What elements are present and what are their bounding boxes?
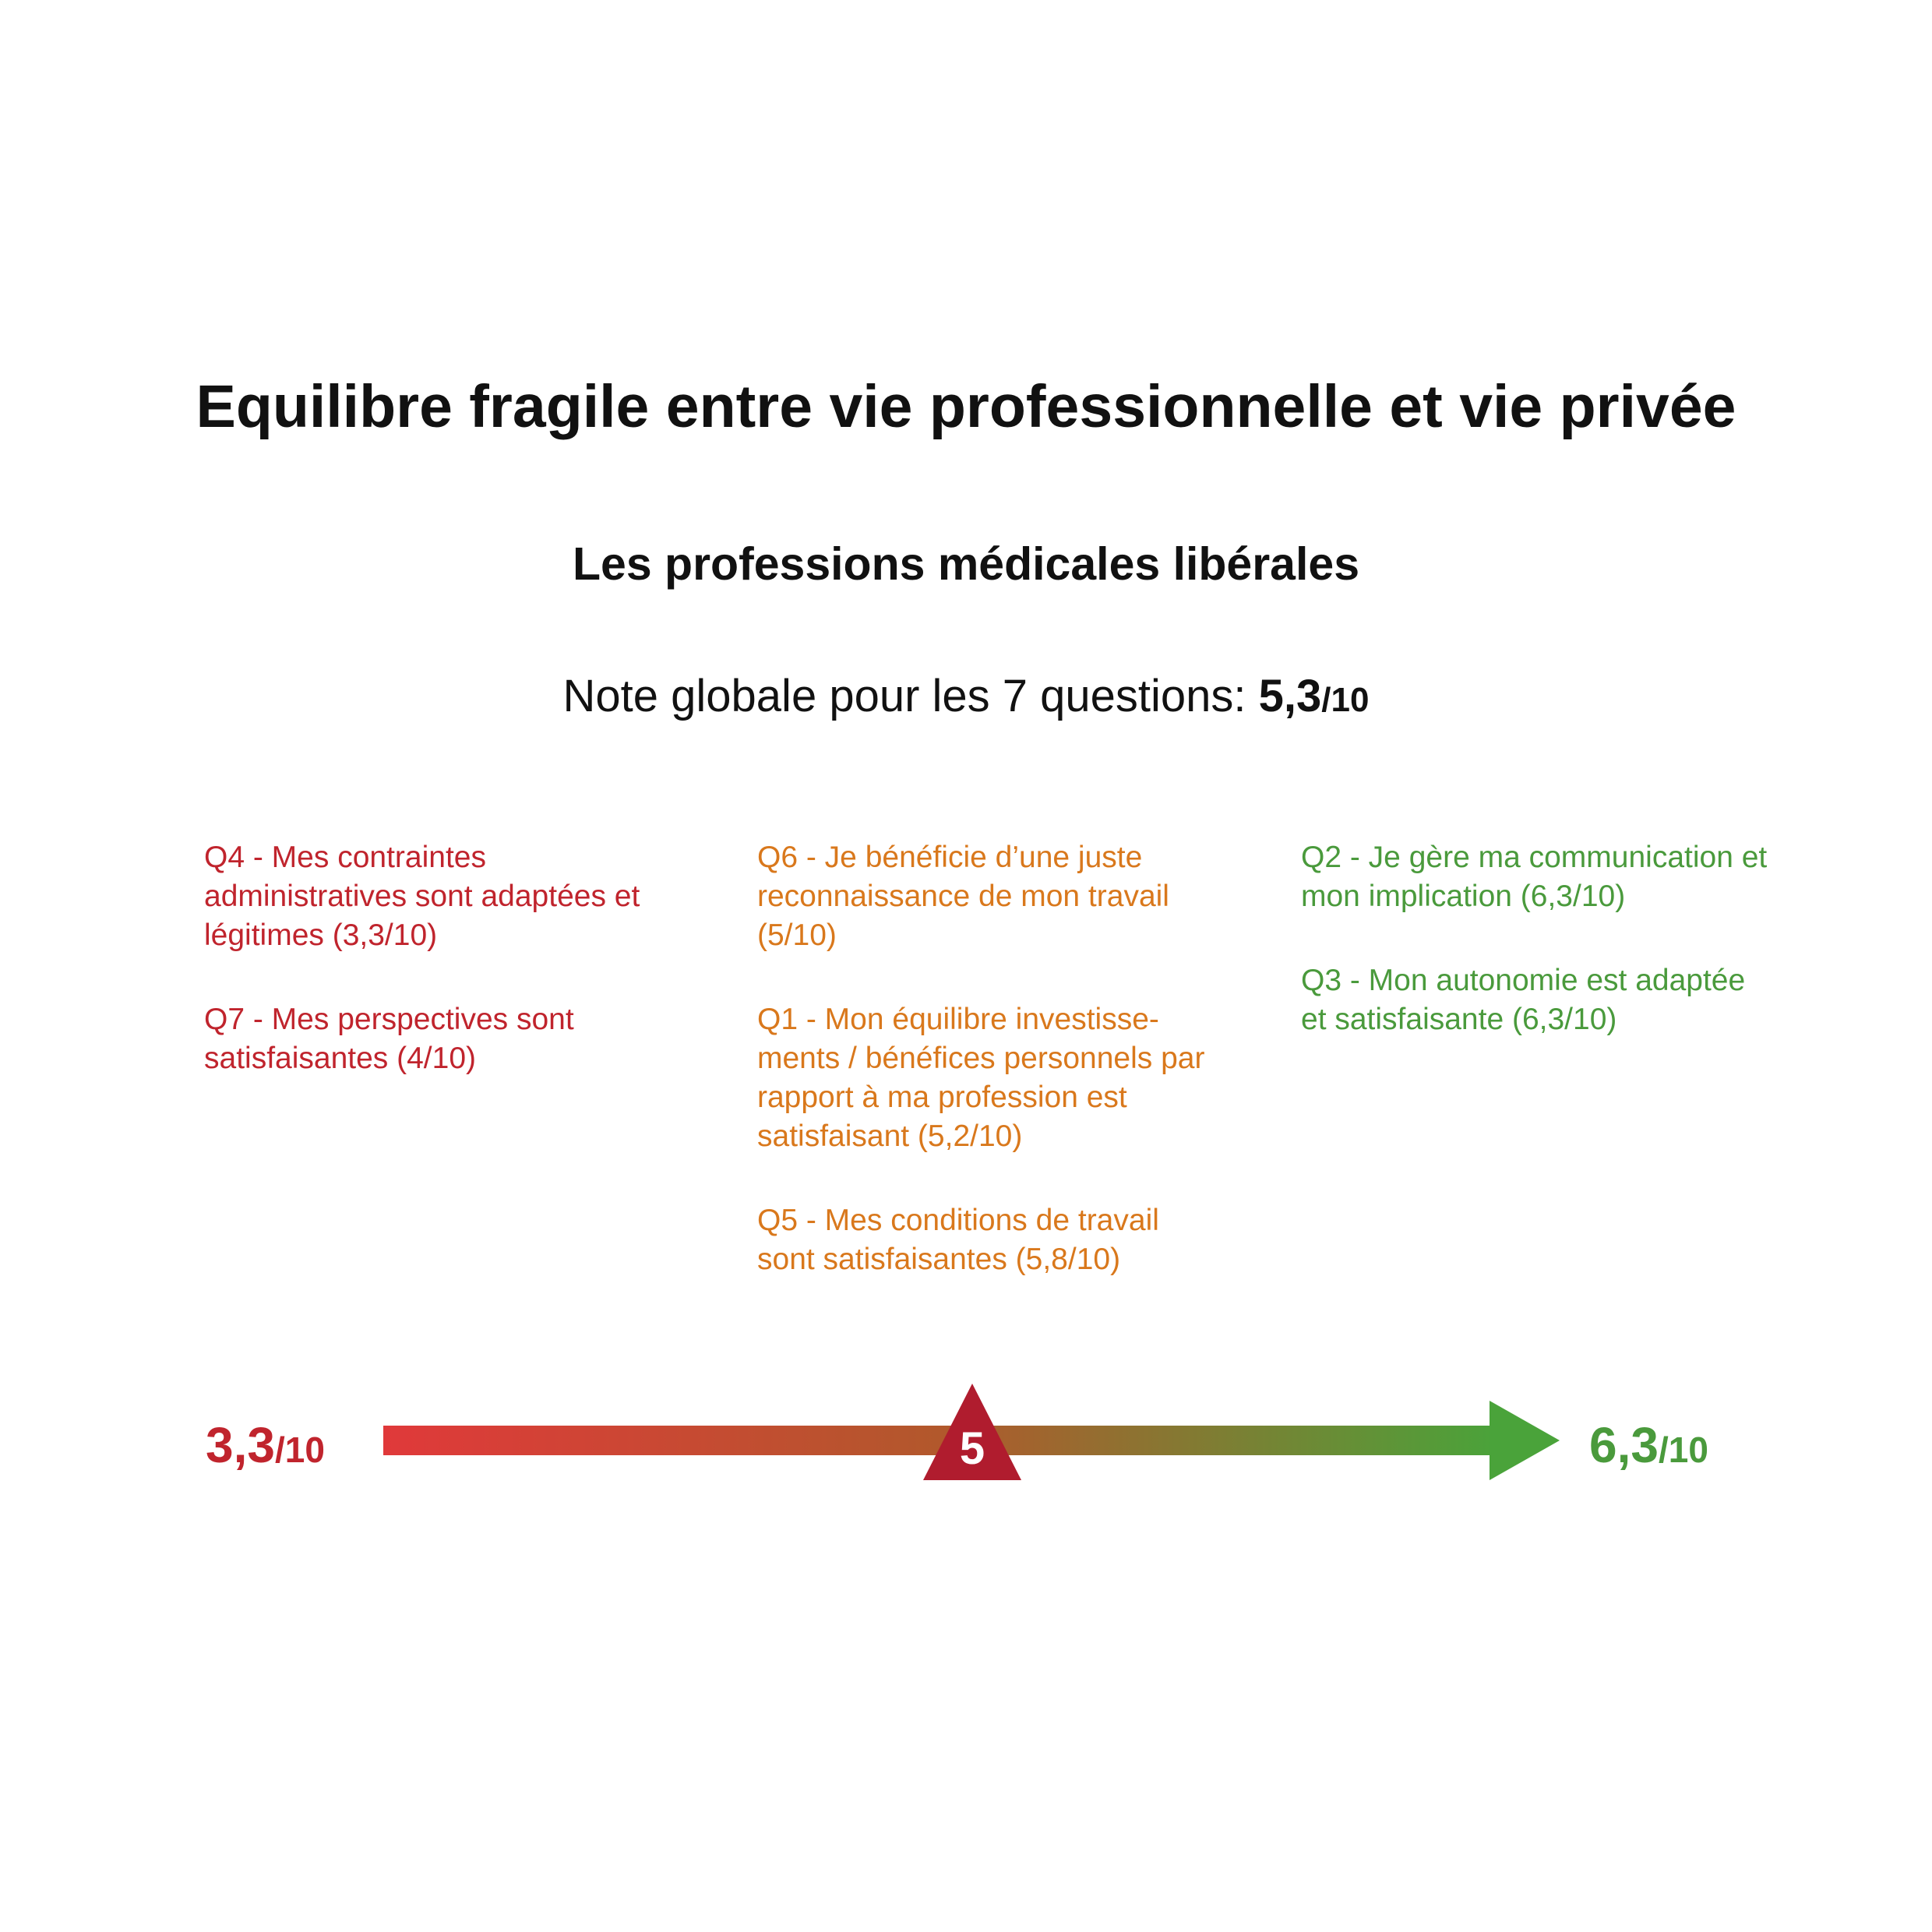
low-score-column [204, 838, 672, 1123]
scale-min-denominator: /10 [274, 1430, 325, 1470]
global-score-value: 5,3 [1258, 671, 1322, 721]
global-score-label: Note globale pour les 7 questions: [562, 671, 1259, 721]
page-title: Equilibre fragile entre vie professionnelle et vie privée [196, 373, 1736, 440]
high-score-column [1301, 838, 1768, 1084]
global-score-denominator: /10 [1321, 681, 1370, 719]
midpoint-marker-label: 5 [959, 1423, 985, 1474]
scale-max-label [1589, 1416, 1708, 1474]
question-item-q6: Q6 - Je bénéficie d’une juste reconnaissance de mon travail (5/10) [757, 841, 1169, 952]
scale-min-value: 3,3 [206, 1417, 275, 1473]
question-item-q1: Q1 - Mon équilibre investisse-ments / bénéfices personnels par rapport à ma profession est satisfaisant (5,2/10) [757, 1003, 1205, 1153]
mid-score-column [757, 838, 1225, 1324]
page-subtitle: Les professions médicales libérales [572, 538, 1360, 590]
question-item-q3: Q3 - Mon autonomie est adaptée et satisfaisante (6,3/10) [1301, 964, 1746, 1036]
global-score [0, 670, 1932, 722]
question-item-q2: Q2 - Je gère ma communication et mon implication (6,3/10) [1301, 841, 1768, 913]
question-item-q4: Q4 - Mes contraintes administratives sont adaptées et légitimes (3,3/10) [204, 841, 640, 952]
scale-max-value: 6,3 [1589, 1417, 1659, 1473]
scale-arrow-head [1490, 1401, 1560, 1480]
scale-max-denominator: /10 [1658, 1430, 1708, 1470]
question-item-q5: Q5 - Mes conditions de travail sont satisfaisantes (5,8/10) [757, 1204, 1159, 1276]
question-item-q7: Q7 - Mes perspectives sont satisfaisantes (4/10) [204, 1003, 574, 1075]
